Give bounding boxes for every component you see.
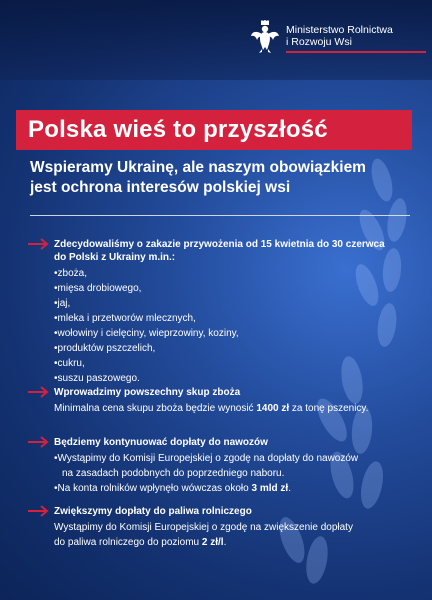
polish-eagle-icon	[250, 20, 280, 54]
list-item: • suszu paszowego.	[54, 371, 408, 386]
section-text	[54, 401, 408, 416]
section-import-ban	[28, 238, 408, 386]
section-title-line2: do Polski z Ukrainy m.in.:	[54, 252, 176, 263]
text-segment: Minimalna cena skupu zboża będzie wynosić	[54, 403, 257, 414]
subtitle-line1: Wspieramy Ukrainę, ale naszym obowiązkiem	[30, 159, 366, 176]
section-title	[54, 238, 385, 264]
section-fuel-subsidy	[28, 505, 408, 550]
list-item: • zboża,	[54, 266, 408, 281]
arrow-right-icon	[28, 238, 50, 250]
section-title: Zwiększymy dopłaty do paliwa rolniczego	[54, 506, 252, 517]
text-segment: Wystąpimy do Komisji Europejskiej o zgodę na zwiększenie dopłaty	[54, 522, 353, 533]
list-item: • produktów pszczelich,	[54, 341, 408, 356]
text-segment: na zasadach podobnych do poprzedniego naboru.	[62, 468, 285, 479]
fertilizer-bullets	[54, 451, 408, 496]
list-item	[54, 451, 408, 481]
title-banner	[16, 110, 412, 150]
page-title: Polska wieś to przyszłość	[28, 116, 328, 143]
ministry-logo	[250, 20, 426, 54]
subtitle-line2: jest ochrona interesów polskiej wsi	[30, 179, 291, 196]
text-segment: Na konta rolników wpłynęło wówczas około	[57, 483, 252, 494]
section-title: Będziemy kontynuować dopłaty do nawozów	[54, 437, 268, 448]
arrow-right-icon	[28, 386, 50, 398]
list-item: • jaj,	[54, 296, 408, 311]
subtitle	[30, 158, 420, 198]
ministry-underline	[286, 51, 426, 53]
text-segment: .	[223, 537, 227, 548]
list-item: • mięsa drobiowego,	[54, 281, 408, 296]
arrow-right-icon	[28, 436, 50, 448]
text-segment: do paliwa rolniczego do poziomu	[54, 537, 202, 548]
list-item: • cukru,	[54, 356, 408, 371]
text-segment: Wystąpimy do Komisji Europejskiej o zgodę na dopłaty do nawozów	[57, 453, 359, 464]
section-title: Wprowadzimy powszechny skup zboża	[54, 387, 241, 398]
banned-products-list	[54, 266, 408, 386]
list-item: • mleka i przetworów mlecznych,	[54, 311, 408, 326]
price-value: 1400 zł	[256, 403, 290, 414]
section-title-line1: Zdecydowaliśmy o zakazie przywożenia od 15 kwietnia do 30 czerwca	[54, 239, 385, 250]
list-item: • wołowiny i cielęciny, wieprzowiny, koziny,	[54, 326, 408, 341]
section-fertilizer-subsidy	[28, 436, 408, 496]
ministry-name-line1: Ministerstwo Rolnictwa	[286, 24, 393, 36]
list-item	[54, 481, 408, 496]
text-segment: .	[288, 483, 291, 494]
text-segment: za tonę pszenicy.	[289, 403, 369, 414]
amount-value: 3 mld zł	[251, 483, 289, 494]
section-text	[54, 520, 408, 550]
divider	[30, 215, 410, 216]
section-grain-purchase	[28, 386, 408, 416]
arrow-right-icon	[28, 505, 50, 517]
fuel-rate-value: 2 zł/l	[201, 537, 224, 548]
ministry-name-line2: i Rozwoju Wsi	[286, 36, 352, 48]
header-bar	[0, 0, 432, 80]
